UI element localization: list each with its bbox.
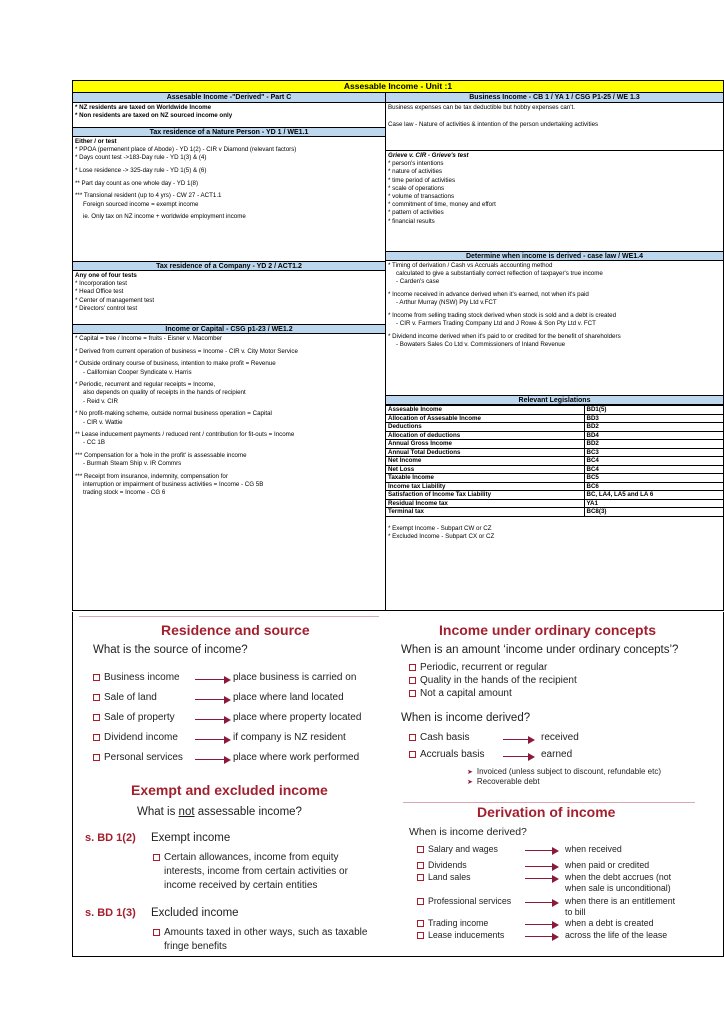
item-text: Periodic, recurrent or regular — [420, 662, 548, 673]
label — [417, 896, 511, 906]
legislation-cell: Income tax Liability — [386, 482, 584, 491]
legislation-cell: Annual Total Deductions — [386, 448, 584, 457]
label — [93, 712, 175, 723]
income-type: Land sales — [428, 872, 471, 882]
text-line: * Excluded Income - Subpart CX or CZ — [388, 532, 495, 540]
source-type: Sale of property — [104, 712, 175, 723]
text-line: - Bowaters Sales Co Ltd v. Commissioners of Inland Revenue — [396, 341, 566, 348]
derivation-label — [417, 872, 471, 882]
arrow-head — [552, 863, 559, 871]
arrow-line — [195, 739, 225, 740]
text-line: * Income from selling trading stock derived when stock is sold and a debt is created — [388, 311, 617, 319]
label — [417, 872, 471, 882]
legislation-row — [386, 465, 723, 474]
grieve-test-block — [386, 150, 723, 251]
arrow-head — [224, 696, 231, 704]
text-line: * Center of management test — [75, 296, 155, 304]
checkbox-bullet-icon — [409, 677, 416, 684]
derivation-label — [417, 930, 504, 940]
arrow-line — [503, 756, 529, 757]
text-line: trading stock = Income - CG 6 — [83, 489, 166, 497]
source-place: place where land located — [233, 692, 344, 703]
arrow-icon — [525, 846, 559, 856]
text-line: Business expenses can be tax deductible but hobby expenses can't. — [388, 104, 575, 111]
legislation-table — [386, 405, 723, 517]
legislation-cell: BD3 — [584, 414, 723, 423]
basis-label — [409, 749, 484, 760]
checkbox-bullet-icon — [409, 664, 416, 671]
legislation-cell: Residual Income tax — [386, 499, 584, 508]
legislation-cell: Assesable Income — [386, 406, 584, 415]
text-line: ** Part day count as one whole day - YD 1(8) — [75, 179, 199, 187]
basis-result: earned — [541, 749, 573, 760]
arrow-line — [503, 739, 529, 740]
person-residence-block — [73, 137, 385, 261]
legislation-cell: Terminal tax — [386, 508, 584, 517]
arrow-line — [195, 699, 225, 700]
arrow-head — [528, 753, 535, 761]
text-line: * Dividend income derived when it's paid to or credited for the benefit of shareholders — [388, 332, 621, 340]
label — [409, 675, 577, 686]
basis-label — [409, 732, 469, 743]
checkbox-bullet-icon — [417, 862, 424, 869]
label — [409, 732, 469, 743]
divider — [403, 802, 695, 803]
text-line: Foreign sourced income = exempt income — [83, 200, 199, 208]
arrow-line — [525, 850, 553, 851]
checkbox-bullet-icon — [417, 846, 424, 853]
ordinary-item — [409, 688, 512, 699]
legislation-row — [386, 440, 723, 449]
slides-panel — [72, 612, 724, 957]
source-row-label — [93, 692, 157, 703]
arrow-icon — [525, 898, 559, 908]
source-type: Personal services — [104, 752, 183, 763]
text-line: ie. Only tax on NZ income + worldwide employment income — [83, 213, 246, 221]
checkbox-bullet-icon — [417, 874, 424, 881]
text: Amounts taxed in other ways, such as taxable — [164, 927, 368, 938]
source-place: place where work performed — [233, 752, 360, 763]
derivation-when: across the life of the lease — [565, 930, 668, 940]
source-row-label — [93, 712, 175, 723]
text-line: - Californian Cooper Syndicate v. Harris — [83, 368, 192, 376]
derivation-title: Derivation of income — [477, 804, 616, 820]
exempt-question: What is not assessable income? — [137, 806, 302, 818]
legislation-cell: BC3 — [584, 448, 723, 457]
legislation-row — [386, 423, 723, 432]
company-residence-block — [73, 271, 385, 324]
legislation-row — [386, 482, 723, 491]
checkbox-bullet-icon — [409, 690, 416, 697]
derivation-label — [417, 896, 511, 906]
arrow-head — [224, 676, 231, 684]
text-line — [153, 866, 348, 877]
text: fringe benefits — [164, 941, 227, 952]
label — [417, 860, 467, 870]
text: income received by certain entities — [164, 880, 318, 891]
derivation-when: when sale is unconditional) — [565, 883, 671, 893]
residence-question: What is the source of income? — [93, 644, 248, 656]
basis-result: received — [541, 732, 579, 743]
derived-header: Assesable Income -"Derived" - Part C — [73, 93, 385, 103]
label — [417, 844, 498, 854]
text-line: * pattern of activities — [388, 209, 444, 217]
source-place: place business is carried on — [233, 672, 357, 683]
text-line: - Burmah Steam Ship v. IR Commrs — [83, 460, 182, 468]
income-capital-header: Income or Capital - CSG p1-23 / WE1.2 — [73, 324, 385, 334]
text-line: calculated to give a substantially correct reflection of taxpayer's true income — [396, 270, 603, 278]
source-place: place where property located — [233, 712, 362, 723]
arrow-icon — [525, 920, 559, 930]
text-line: * time period of activities — [388, 176, 456, 184]
text-line: *** Receipt from insurance, indemnity, compensation for — [75, 472, 228, 480]
arrow-head — [224, 736, 231, 744]
income-type: Trading income — [428, 918, 489, 928]
text-line: - CIR v. Wattie — [83, 418, 123, 426]
checkbox-bullet-icon — [93, 714, 100, 721]
arrow-head — [552, 933, 559, 941]
source-type: Business income — [104, 672, 180, 683]
legislation-cell: BC5 — [584, 474, 723, 483]
legislation-cell: Taxable Income — [386, 474, 584, 483]
income-type: Lease inducements — [428, 930, 505, 940]
text-line: - CIR v. Farmers Trading Company Ltd and J Rowe & Son Pty Ltd v. FCT — [396, 320, 596, 328]
text-line: * Timing of derivation / Cash vs Accruals accounting method — [388, 262, 553, 269]
text-line: - CC 1B — [83, 439, 106, 447]
label — [93, 692, 157, 703]
business-income-block — [386, 103, 723, 150]
income-type: Dividends — [428, 860, 467, 870]
source-type: Dividend income — [104, 732, 178, 743]
text-line: Either / or test — [75, 138, 117, 145]
arrow-icon — [503, 752, 535, 762]
text-line: * No profit-making scheme, outside normal business operation = Capital — [75, 410, 272, 418]
checkbox-bullet-icon — [93, 754, 100, 761]
arrow-icon — [195, 735, 231, 745]
legislation-cell: BD2 — [584, 440, 723, 449]
label — [93, 752, 183, 763]
legislation-cell: Satisfaction of Income Tax Liability — [386, 491, 584, 500]
exempt-excluded-block — [386, 517, 723, 542]
income-capital-block — [73, 334, 385, 499]
text-line — [153, 852, 339, 863]
label — [417, 918, 488, 928]
arrow-head — [224, 756, 231, 764]
sheet-title: Assesable Income - Unit :1 — [73, 81, 723, 93]
label — [417, 930, 504, 940]
text-line: * Directors' control test — [75, 304, 138, 312]
arrow-head — [552, 899, 559, 907]
arrow-icon — [503, 735, 535, 745]
text-line: * nature of activities — [388, 168, 442, 176]
left-column — [73, 93, 386, 610]
text-line: * person's intentions — [388, 160, 444, 168]
text-line — [153, 941, 227, 952]
checkbox-bullet-icon — [93, 734, 100, 741]
arrow-head — [224, 716, 231, 724]
derivation-when: to bill — [565, 907, 586, 917]
label — [409, 688, 512, 699]
derivation-when: when paid or credited — [565, 860, 650, 870]
text-line: also depends on quality of receipts in the hands of recipient — [83, 389, 246, 397]
income-type: Salary and wages — [428, 844, 498, 854]
exempt-title: Exempt and excluded income — [131, 782, 328, 798]
label — [409, 662, 547, 673]
determine-derived-block — [386, 261, 723, 395]
business-income-header: Business Income - CB 1 / YA 1 / CSG P1-25 / WE 1.3 — [386, 93, 723, 103]
arrow-line — [195, 759, 225, 760]
checkbox-bullet-icon — [417, 932, 424, 939]
checkbox-bullet-icon — [417, 898, 424, 905]
legislation-cell: BC, LA4, LA5 and LA 6 — [584, 491, 723, 500]
derivation-when: when the debt accrues (not — [565, 872, 672, 882]
excluded-income-title: Excluded income — [151, 907, 239, 919]
derived-question: When is income derived? — [401, 712, 531, 724]
text-line: *** Compensation for a 'hole in the profit' is assessable income — [75, 452, 247, 460]
legislation-row — [386, 457, 723, 466]
source-row-label — [93, 672, 180, 683]
text-line: - Reid v. CIR — [83, 397, 118, 405]
spacer — [388, 134, 721, 139]
arrow-head — [528, 736, 535, 744]
legislation-cell: Allocation of Assesable Income — [386, 414, 584, 423]
derived-block — [73, 103, 385, 127]
ordinary-title: Income under ordinary concepts — [439, 622, 657, 638]
exempt-income-title: Exempt income — [151, 832, 231, 844]
checkbox-bullet-icon — [93, 694, 100, 701]
derivation-when: when received — [565, 844, 622, 854]
legislation-cell: BC8(3) — [584, 508, 723, 517]
text-line: * Income received in advance derived when it's earned, not when it's paid — [388, 291, 589, 299]
source-place: if company is NZ resident — [233, 732, 346, 743]
legislation-cell: BC6 — [584, 482, 723, 491]
arrow-icon — [195, 755, 231, 765]
legislation-cell: Allocation of deductions — [386, 431, 584, 440]
arrow-line — [525, 902, 553, 903]
arrow-line — [525, 878, 553, 879]
checkbox-bullet-icon — [417, 920, 424, 927]
legislation-cell: Net Loss — [386, 465, 584, 474]
legislation-cell: BD4 — [584, 431, 723, 440]
derivation-when: when a debt is created — [565, 918, 654, 928]
legislation-cell: Annual Gross Income — [386, 440, 584, 449]
text-line — [153, 880, 317, 891]
arrow-line — [525, 924, 553, 925]
text-line: * volume of transactions — [388, 192, 455, 200]
note-line — [467, 767, 661, 776]
derivation-label — [417, 918, 488, 928]
arrow-icon — [195, 675, 231, 685]
summary-sheet — [72, 80, 724, 611]
person-residence-header: Tax residence of a Nature Person - YD 1 / WE1.1 — [73, 127, 385, 137]
note-text: Invoiced (unless subject to discount, refundable etc) — [476, 767, 661, 776]
legislation-row — [386, 414, 723, 423]
arrow-icon — [195, 695, 231, 705]
text-line: *** Transional resident (up to 4 yrs) - CW 27 - ACT1.1 — [75, 192, 222, 200]
note-text: Recoverable debt — [476, 777, 540, 786]
text-line: * Periodic, recurrent and regular receipts = Income, — [75, 381, 216, 389]
text-line — [153, 927, 367, 938]
legislation-row — [386, 508, 723, 517]
triangle-bullet-icon: ➤ — [467, 769, 473, 776]
arrow-icon — [195, 715, 231, 725]
checkbox-bullet-icon — [409, 751, 416, 758]
determine-derived-header: Determine when income is derived - case law / WE1.4 — [386, 251, 723, 261]
arrow-icon — [525, 862, 559, 872]
company-residence-header: Tax residence of a Company - YD 2 / ACT1.2 — [73, 261, 385, 271]
item-text: Not a capital amount — [420, 688, 512, 699]
legislation-cell: YA1 — [584, 499, 723, 508]
section-bd13-label: s. BD 1(3) — [85, 907, 136, 919]
label — [93, 672, 180, 683]
text-line: * PPOA (permenent place of Abode) - YD 1(2) - CIR v Diamond (relevant factors) — [75, 146, 297, 154]
arrow-icon — [525, 932, 559, 942]
text-line: * Head Office test — [75, 288, 124, 296]
ordinary-item — [409, 662, 547, 673]
income-type: Professional services — [428, 896, 512, 906]
legislation-row — [386, 406, 723, 415]
label — [93, 732, 178, 743]
ordinary-item — [409, 675, 577, 686]
text-line: * Derived from current operation of business = Income - CIR v. City Motor Service — [75, 347, 298, 355]
text-line: Case law - Nature of activities & intention of the person undertaking activities — [388, 121, 599, 129]
legislation-cell: BD2 — [584, 423, 723, 432]
derivation-label — [417, 860, 467, 870]
basis-type: Accruals basis — [420, 749, 485, 760]
section-bd12-label: s. BD 1(2) — [85, 832, 136, 844]
legislation-cell: BC4 — [584, 457, 723, 466]
arrow-line — [195, 719, 225, 720]
arrow-line — [525, 866, 553, 867]
text-line: * scale of operations — [388, 184, 445, 192]
text: Certain allowances, income from equity — [164, 852, 339, 863]
derivation-label — [417, 844, 498, 854]
note-line — [467, 777, 540, 786]
residence-title: Residence and source — [161, 622, 310, 638]
text-line: Any one of four tests — [75, 272, 137, 279]
right-column — [386, 93, 723, 610]
legislation-cell: Net Income — [386, 457, 584, 466]
arrow-head — [552, 875, 559, 883]
checkbox-bullet-icon — [153, 854, 160, 861]
text-line: * Incorporation test — [75, 280, 127, 288]
arrow-head — [552, 921, 559, 929]
legislation-header: Relevant Legislations — [386, 395, 723, 405]
text-line: - Arthur Murray (NSW) Pty Ltd v.FCT — [396, 299, 497, 307]
arrow-line — [525, 936, 553, 937]
text-line: * Lose residence -> 325-day rule - YD 1(5) & (6) — [75, 167, 207, 175]
text-line: interruption or impairment of business activities = Income - CG 5B — [83, 481, 264, 489]
text-line: * Days count test ->183-Day rule - YD 1(3) & (4) — [75, 154, 207, 162]
label — [409, 749, 484, 760]
text-line: * NZ residents are taxed on Worldwide Income — [75, 104, 212, 111]
source-row-label — [93, 752, 183, 763]
legislation-row — [386, 499, 723, 508]
legislation-cell: BC4 — [584, 465, 723, 474]
divider — [79, 616, 379, 617]
triangle-bullet-icon: ➤ — [467, 779, 473, 786]
text-line: * Outside ordinary course of business, intention to make profit = Revenue — [75, 360, 276, 368]
arrow-head — [552, 847, 559, 855]
legislation-row — [386, 491, 723, 500]
legislation-cell: BD1(5) — [584, 406, 723, 415]
legislation-cell: Deductions — [386, 423, 584, 432]
text-line: * Exempt Income - Subpart CW or CZ — [388, 524, 492, 532]
text-line: * financial results — [388, 217, 435, 225]
basis-type: Cash basis — [420, 732, 470, 743]
text: interests, income from certain activities or — [164, 866, 348, 877]
arrow-icon — [525, 874, 559, 884]
derivation-when: when there is an entitlement — [565, 896, 676, 906]
text-line: * Capital = tree / Income = fruits - Eisner v. Macomber — [75, 335, 223, 342]
arrow-line — [195, 679, 225, 680]
legislation-row — [386, 474, 723, 483]
checkbox-bullet-icon — [153, 929, 160, 936]
source-row-label — [93, 732, 178, 743]
text-line: - Carden's case — [396, 278, 440, 286]
source-type: Sale of land — [104, 692, 157, 703]
text-line: ** Lease inducement payments / reduced rent / contribution for fit-outs = Income — [75, 431, 295, 439]
legislation-row — [386, 431, 723, 440]
text-line: * commitment of time, money and effort — [388, 201, 496, 209]
legislation-row — [386, 448, 723, 457]
text-line: Grieve v. CIR - Grieve's test — [388, 152, 469, 159]
derivation-question: When is income derived? — [409, 826, 527, 838]
text-line: * Non residents are taxed on NZ sourced income only — [75, 112, 233, 120]
checkbox-bullet-icon — [93, 674, 100, 681]
item-text: Quality in the hands of the recipient — [420, 675, 577, 686]
ordinary-question: When is an amount ‘income under ordinary concepts’? — [401, 644, 679, 656]
checkbox-bullet-icon — [409, 734, 416, 741]
